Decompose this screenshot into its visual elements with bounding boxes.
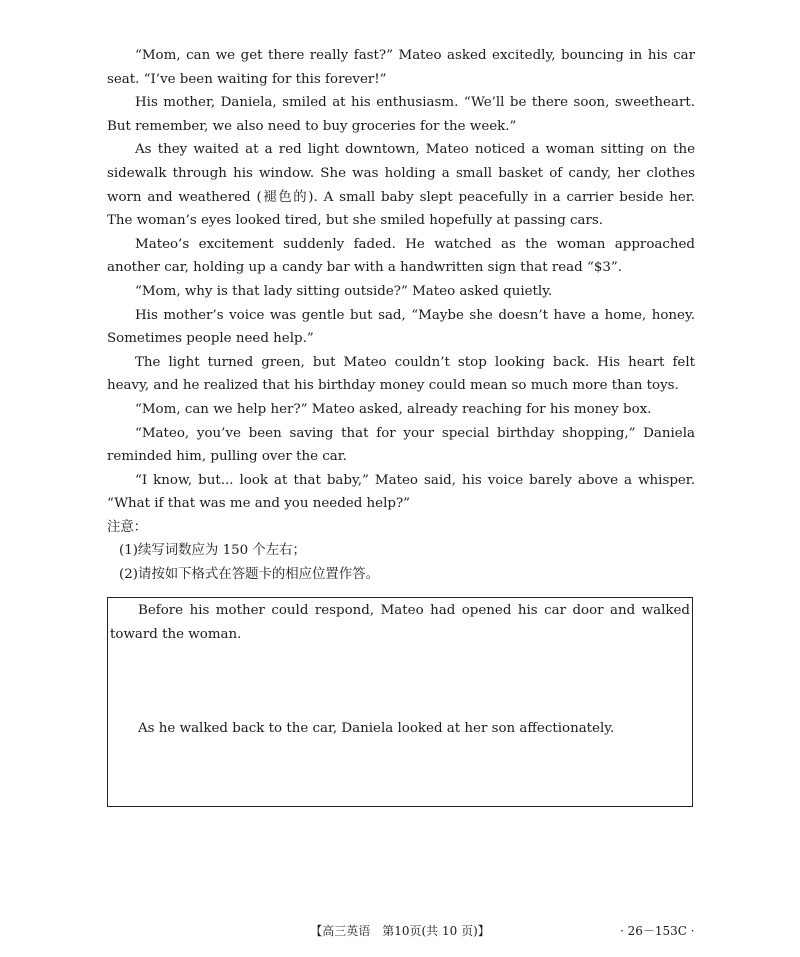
exam-code: · 26－153C · — [620, 924, 695, 938]
reading-passage — [107, 44, 695, 587]
note-item-format: (2)请按如下格式在答题卡的相应位置作答。 — [119, 567, 379, 583]
passage-paragraph-2: His mother, Daniela, smiled at his enthusiasm. “We’ll be there soon, sweetheart. But remember, we also need to buy groceries for the week.” — [107, 95, 695, 134]
passage-paragraph-4: Mateo’s excitement suddenly faded. He watched as the woman approached another car, holding up a candy bar with a handwritten sign that read “$3”. — [107, 236, 695, 276]
notes-label: 注意： — [107, 519, 148, 535]
passage-paragraph-8: “Mom, can we help her?” Mateo asked, already reaching for his money box. — [135, 401, 652, 417]
passage-paragraph-7: The light turned green, but Mateo couldn’t stop looking back. His heart felt heavy, and he realized that his birthday money could mean so much more than toys. — [107, 354, 695, 394]
answer-box — [107, 597, 693, 807]
passage-paragraph-9: “Mateo, you’ve been saving that for your special birthday shopping,” Daniela reminded him, pulling over the car. — [107, 425, 695, 465]
passage-paragraph-1: “Mom, can we get there really fast?” Mateo asked excitedly, bouncing in his car seat. “I’ve been waiting for this forever!” — [107, 48, 695, 87]
passage-paragraph-6: His mother’s voice was gentle but sad, “Maybe she doesn’t have a home, honey. Sometimes people need help.” — [107, 307, 695, 347]
note-item-word-count: (1)续写词数应为 150 个左右； — [119, 543, 306, 559]
page-footer: 【高三英语 第10页(共 10 页)】 — [310, 924, 490, 938]
passage-paragraph-5: “Mom, why is that lady sitting outside?” Mateo asked quietly. — [135, 283, 553, 299]
passage-paragraph-3: As they waited at a red light downtown, Mateo noticed a woman sitting on the sidewalk through his window. She was holding a small basket of candy, her clothes worn and weathered (褪色的). A small baby slept peacefully in a carrier beside her. The woman’s eyes looked tired, but she smiled hopefully at passing cars. — [107, 142, 695, 229]
answer-para2-start: As he walked back to the car, Daniela looked at her son affectionately. — [138, 721, 615, 736]
passage-paragraph-10: “I know, but... look at that baby,” Mateo said, his voice barely above a whisper. “What if that was me and you needed help?” — [107, 472, 695, 512]
answer-para1-start: Before his mother could respond, Mateo had opened his car door and walked toward the woman. — [110, 603, 690, 642]
